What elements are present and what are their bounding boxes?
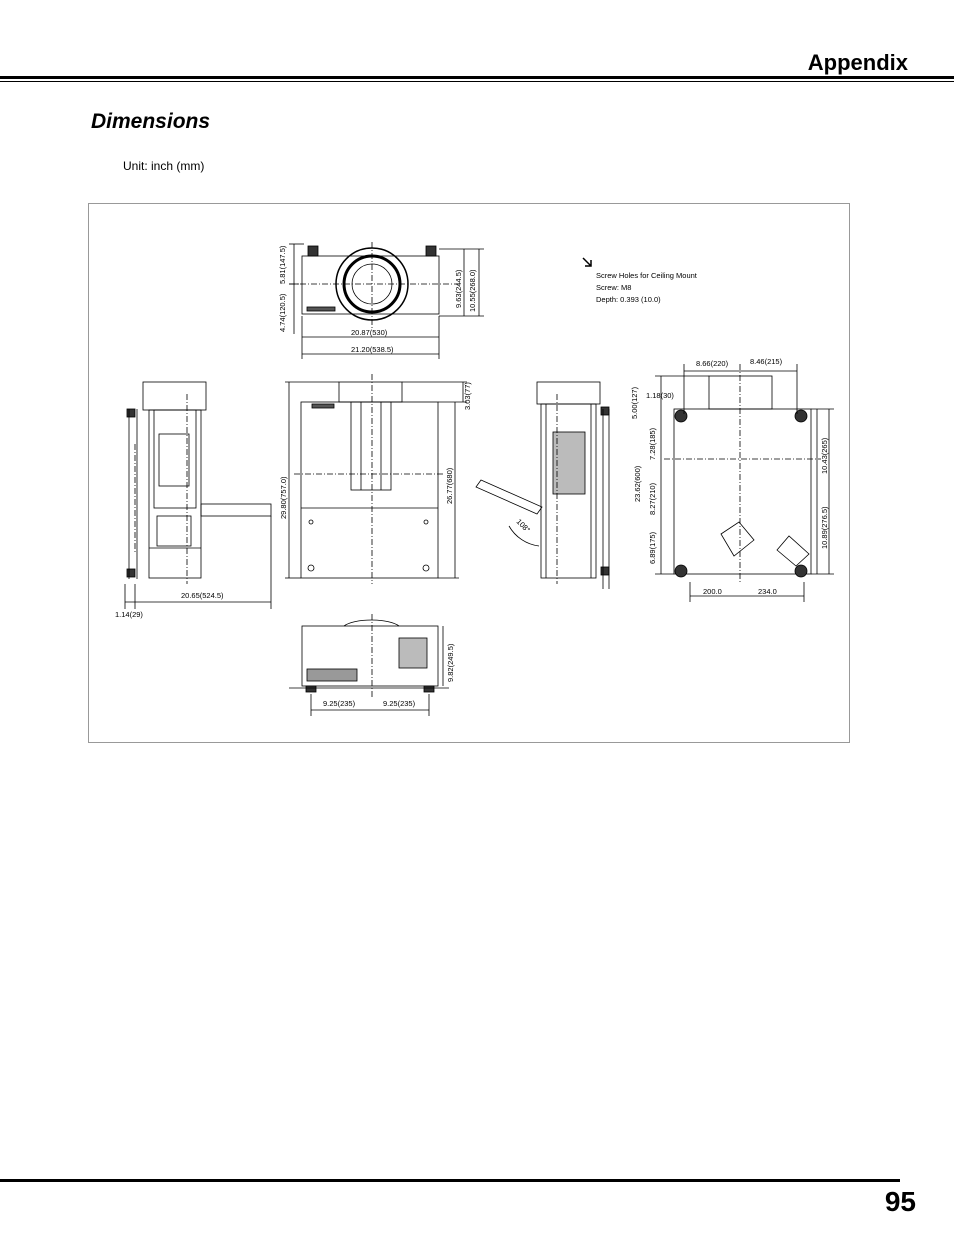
top-view xyxy=(285,374,467,584)
dim-bottom-r2: 10.89(276.5) xyxy=(820,506,829,549)
dim-bottom-w1: 8.66(220) xyxy=(696,359,729,368)
dim-top-depth-total: 29.80(757.0) xyxy=(279,476,288,519)
dimension-drawing-svg xyxy=(89,204,851,744)
arrow-icon xyxy=(583,258,591,266)
dim-front-h-right-b: 10.55(268.0) xyxy=(468,269,477,312)
dim-bottom-w2: 8.46(215) xyxy=(750,357,783,366)
dim-top-depth-body: 26.77(680) xyxy=(445,467,454,504)
section-title: Appendix xyxy=(807,50,908,75)
dim-front-width-inner: 20.87(530) xyxy=(351,328,388,337)
dim-bottom-inset: 1.18(30) xyxy=(646,391,674,400)
side-view xyxy=(125,382,271,609)
legend-line-3: Depth: 0.393 (10.0) xyxy=(596,295,661,304)
dim-side-offset: 1.14(29) xyxy=(115,610,143,619)
dim-bottom-lens: 5.00(127) xyxy=(630,386,639,419)
dim-bottom-x1: 200.0 xyxy=(703,587,722,596)
dim-bottom-r1: 10.43(265) xyxy=(820,437,829,474)
page-heading: Dimensions xyxy=(91,110,211,133)
rear-view xyxy=(289,614,449,716)
dim-rear-h: 9.82(249.5) xyxy=(446,643,455,682)
dimension-labels xyxy=(115,245,829,708)
dim-rear-w2: 9.25(235) xyxy=(383,699,416,708)
dim-top-lens: 3.03(77) xyxy=(463,382,472,410)
dim-rear-w1: 9.25(235) xyxy=(323,699,356,708)
legend xyxy=(583,258,698,304)
header-rule-thin xyxy=(0,81,954,82)
dim-tilt-angle: 108° xyxy=(514,517,532,535)
legend-line-2: Screw: M8 xyxy=(596,283,632,292)
tilted-side-view xyxy=(476,382,609,589)
dim-bottom-d1: 7.28(185) xyxy=(648,427,657,460)
dim-bottom-d-total: 23.62(600) xyxy=(633,465,642,502)
page-number: 95 xyxy=(884,1186,916,1217)
bottom-view xyxy=(655,364,834,602)
dim-bottom-d3: 6.89(175) xyxy=(648,531,657,564)
dim-front-h-right-a: 9.63(244.5) xyxy=(454,269,463,308)
dim-front-h-left-a: 5.81(147.5) xyxy=(278,245,287,284)
dim-side-total: 20.65(524.5) xyxy=(181,591,224,600)
footer-rule xyxy=(0,1179,900,1182)
header-rule xyxy=(0,76,954,79)
dim-bottom-d2: 8.27(210) xyxy=(648,482,657,515)
dim-front-h-left-b: 4.74(120.5) xyxy=(278,293,287,332)
dimension-drawing xyxy=(88,203,850,743)
legend-line-1: Screw Holes for Ceiling Mount xyxy=(596,271,697,280)
dim-bottom-x2: 234.0 xyxy=(758,587,777,596)
dim-front-width-outer: 21.20(538.5) xyxy=(351,345,394,354)
unit-label: Unit: inch (mm) xyxy=(123,159,205,173)
